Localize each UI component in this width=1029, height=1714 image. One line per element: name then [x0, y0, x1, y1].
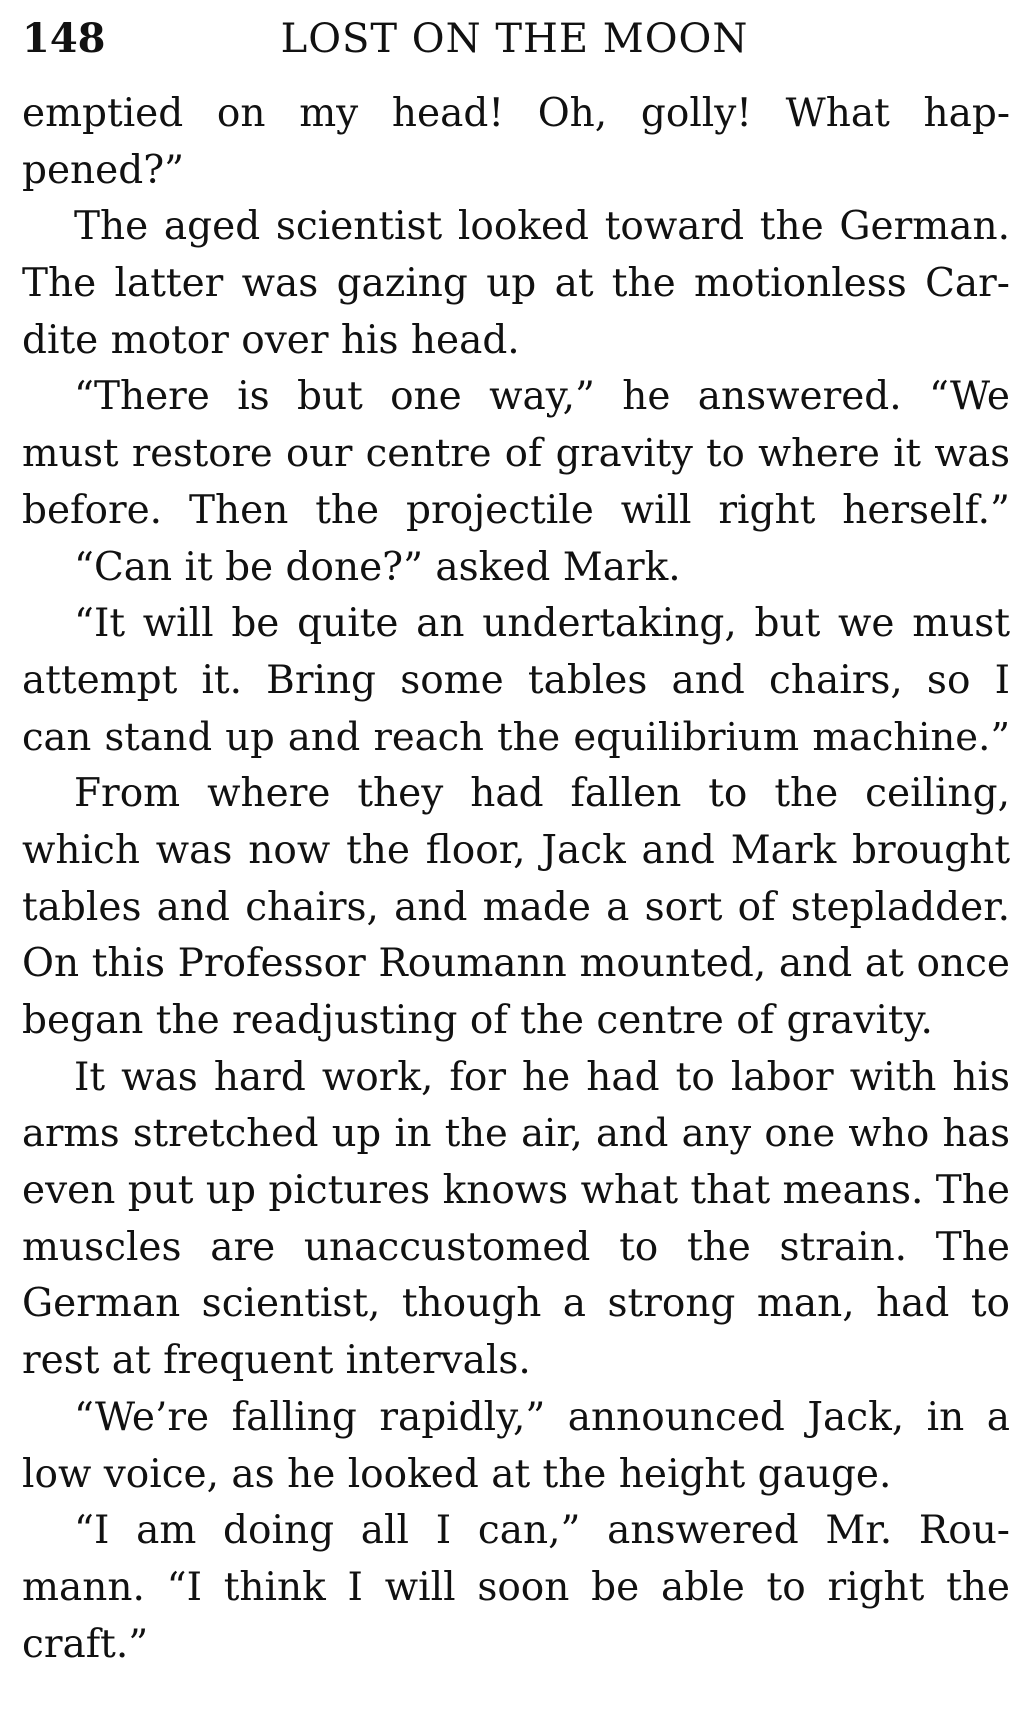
text-line: attempt it. Bring some tables and chairs, so I — [22, 657, 1010, 703]
text-line: “There is but one way,” he answered. “We — [74, 374, 1010, 420]
text-line: “We’re falling rapidly,” announced Jack, in a — [74, 1394, 1010, 1440]
text-line: emptied on my head! Oh, golly! What hap- — [22, 91, 1010, 136]
text-line: can stand up and reach the equilibrium machine.” — [22, 714, 1010, 760]
text-line: The aged scientist looked toward the German. — [74, 204, 1010, 250]
text-line: From where they had fallen to the ceiling, — [74, 771, 1010, 817]
text-line: “It will be quite an undertaking, but we must — [74, 601, 1010, 647]
text-line: It was hard work, for he had to labor with his — [74, 1054, 1010, 1100]
text-line: rest at frequent intervals. — [22, 1338, 531, 1384]
text-line: The latter was gazing up at the motionless Car- — [22, 261, 1010, 307]
text-line: “I am doing all I can,” answered Mr. Rou- — [74, 1508, 1010, 1554]
text-line: dite motor over his head. — [22, 317, 520, 363]
page-header — [22, 14, 1007, 68]
text-line: “Can it be done?” asked Mark. — [74, 544, 681, 590]
text-line: which was now the floor, Jack and Mark brought — [22, 827, 1010, 873]
text-line: tables and chairs, and made a sort of stepladder. — [22, 884, 1010, 930]
text-line: mann. “I think I will soon be able to right the — [22, 1564, 1010, 1610]
text-line: low voice, as he looked at the height gauge. — [22, 1451, 892, 1497]
text-line: before. Then the projectile will right herself.” — [22, 487, 1010, 533]
body-text — [22, 86, 1010, 1673]
text-line: must restore our centre of gravity to where it was — [22, 431, 1010, 477]
text-line: arms stretched up in the air, and any one who has — [22, 1111, 1010, 1157]
text-line: began the readjusting of the centre of gravity. — [22, 998, 933, 1043]
text-line: pened?” — [22, 147, 185, 193]
running-title: LOST ON THE MOON — [280, 16, 749, 62]
text-line: craft.” — [22, 1621, 149, 1667]
page-number: 148 — [22, 15, 106, 62]
text-line: muscles are unaccustomed to the strain. The — [22, 1224, 1010, 1270]
text-line: On this Professor Roumann mounted, and at once — [22, 941, 1010, 987]
text-line: German scientist, though a strong man, had to — [22, 1281, 1010, 1327]
text-line: even put up pictures knows what that means. The — [22, 1168, 1010, 1214]
